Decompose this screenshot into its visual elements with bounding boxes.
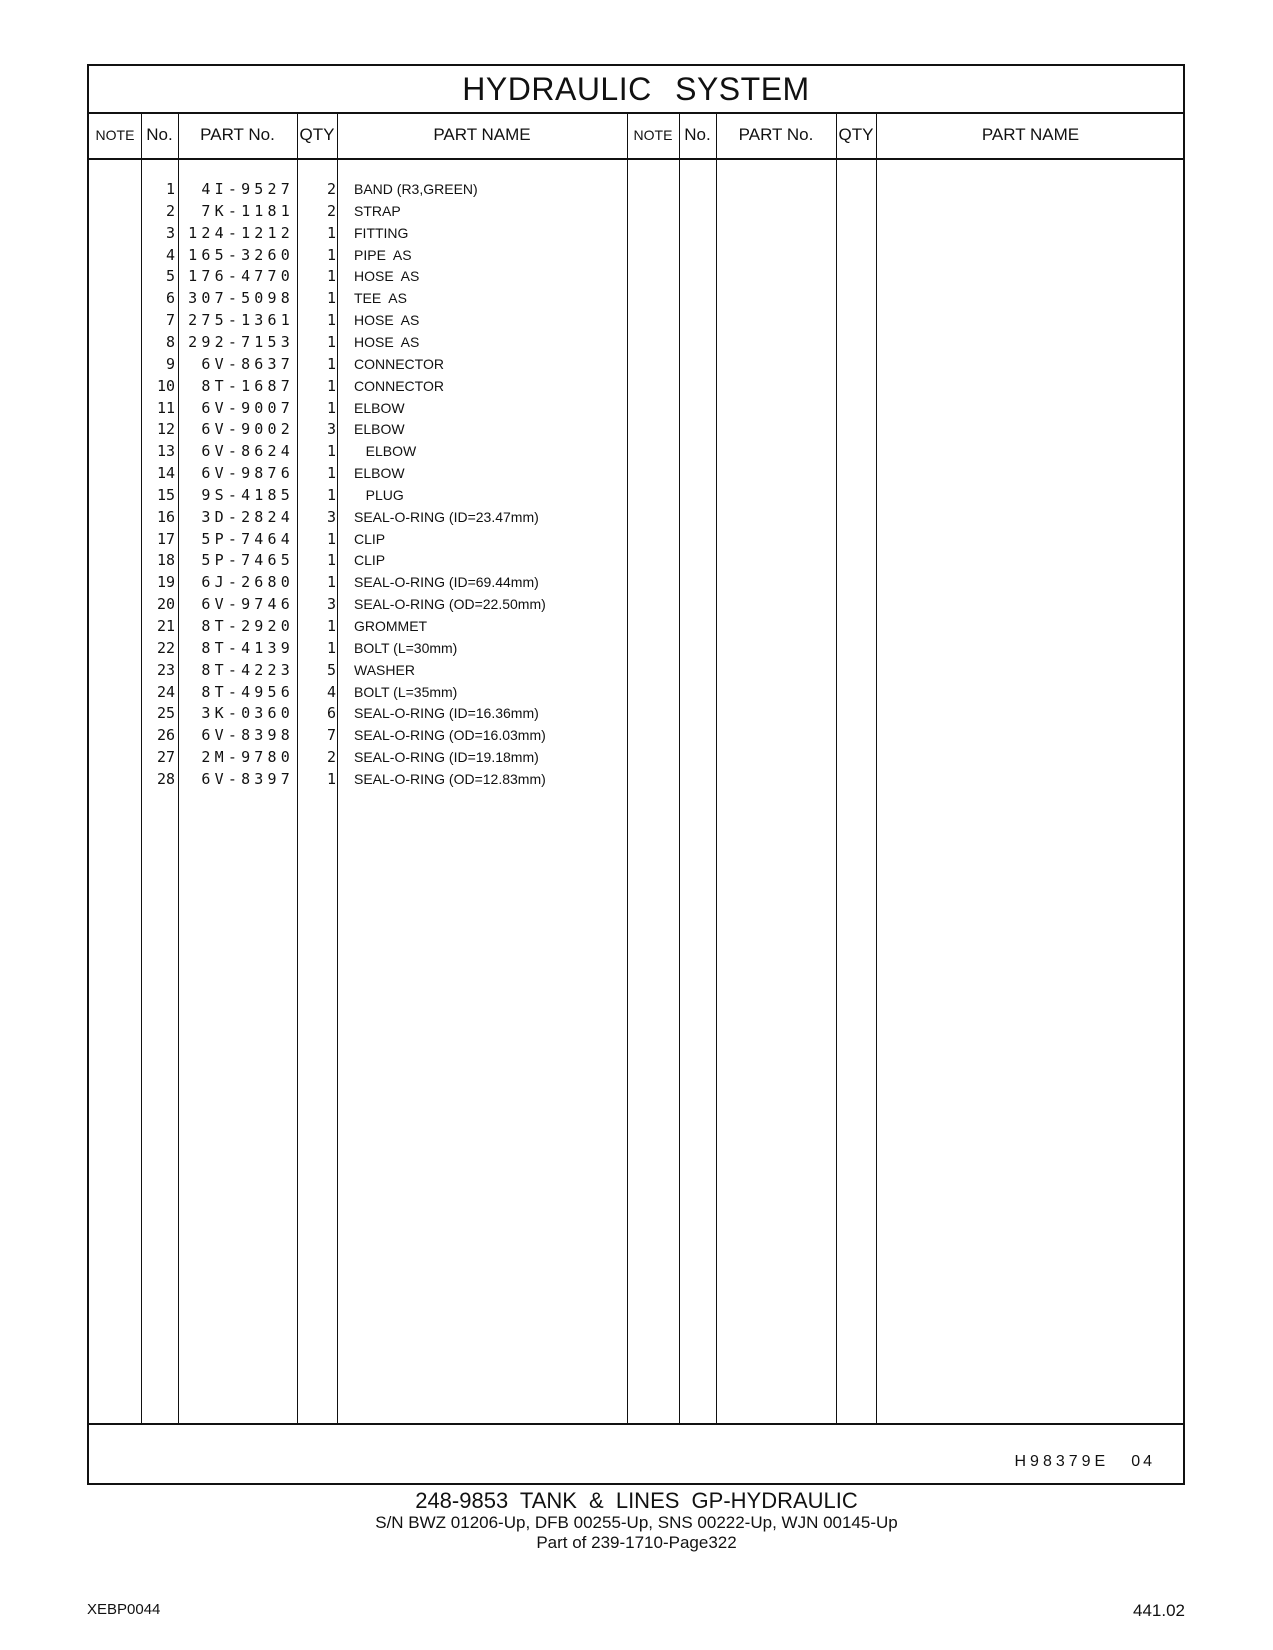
table-row	[89, 375, 1089, 398]
group-title: 248-9853 TANK & LINES GP-HYDRAULIC	[415, 1488, 858, 1513]
part-number: 6J-2680	[201, 573, 294, 592]
header-no-left: No.	[146, 125, 173, 144]
quantity: 1	[326, 442, 336, 461]
item-number: 25	[156, 704, 175, 723]
table-row	[89, 265, 1089, 288]
header-qty-right: QTY	[838, 125, 874, 144]
illustration-code	[1014, 1453, 1155, 1471]
part-number: 5P-7465	[201, 551, 294, 570]
item-number: 14	[156, 464, 175, 483]
part-name: PIPE AS	[354, 246, 412, 263]
part-name: SEAL-O-RING (OD=12.83mm)	[354, 770, 546, 787]
table-row	[89, 178, 1089, 201]
quantity: 1	[326, 529, 336, 548]
quantity: 1	[326, 485, 336, 504]
table-row	[89, 484, 1089, 507]
part-name: WASHER	[354, 661, 415, 678]
part-name: SEAL-O-RING (ID=16.36mm)	[354, 705, 539, 722]
item-number: 7	[165, 311, 175, 330]
item-number: 3	[165, 223, 175, 242]
table-row	[89, 528, 1089, 551]
item-number: 21	[156, 617, 175, 635]
quantity: 1	[326, 332, 336, 351]
item-number: 26	[156, 726, 175, 745]
item-number: 24	[156, 682, 175, 701]
part-name: GROMMET	[354, 618, 428, 634]
quantity: 1	[326, 376, 336, 395]
item-number: 22	[156, 638, 175, 657]
part-number: 8T-4139	[201, 638, 294, 657]
quantity: 1	[326, 398, 336, 417]
table-row	[89, 462, 1089, 485]
item-number: 9	[165, 354, 175, 373]
item-number: 10	[156, 376, 175, 395]
header-qty-left: QTY	[299, 125, 335, 144]
part-number: 292-7153	[188, 332, 294, 351]
part-number: 176-4770	[188, 267, 294, 286]
quantity: 3	[326, 507, 336, 526]
part-number: 6V-9746	[201, 595, 294, 614]
part-number: 8T-1687	[201, 376, 294, 395]
part-name: SEAL-O-RING (OD=16.03mm)	[354, 727, 546, 744]
quantity: 6	[326, 704, 336, 723]
quantity: 1	[326, 223, 336, 242]
item-number: 19	[156, 573, 175, 592]
item-number: 20	[156, 595, 175, 614]
header-no-right: No.	[684, 125, 711, 144]
table-row	[89, 244, 1089, 267]
quantity: 3	[326, 595, 336, 614]
item-number: 17	[156, 529, 175, 548]
table-title	[89, 66, 1183, 114]
part-number: 2M-9780	[201, 748, 294, 767]
part-number: 8T-4223	[201, 660, 294, 679]
quantity: 7	[326, 726, 336, 745]
item-number: 18	[156, 551, 175, 570]
item-number: 5	[165, 267, 175, 286]
part-number: 275-1361	[188, 311, 294, 330]
part-number: 9S-4185	[201, 485, 294, 504]
table-row	[89, 506, 1089, 529]
part-name: SEAL-O-RING (ID=19.18mm)	[354, 749, 539, 766]
parts-table	[87, 64, 1185, 1485]
part-name: SEAL-O-RING (OD=22.50mm)	[354, 596, 546, 613]
item-number: 8	[165, 332, 175, 351]
table-row	[89, 724, 1089, 747]
table-row	[89, 637, 1089, 660]
part-name: ELBOW	[354, 443, 417, 460]
table-row	[89, 309, 1089, 332]
quantity: 1	[326, 638, 336, 657]
table-row	[89, 615, 1089, 638]
part-number: 6V-8624	[201, 442, 294, 461]
part-name: SEAL-O-RING (ID=69.44mm)	[354, 574, 539, 591]
part-number: 3K-0360	[201, 704, 294, 723]
item-number: 11	[156, 398, 175, 417]
table-row	[89, 746, 1089, 769]
table-header	[89, 112, 1183, 160]
table-row	[89, 681, 1089, 704]
quantity: 3	[326, 420, 336, 439]
part-of-reference: Part of 239-1710-Page322	[536, 1533, 737, 1552]
quantity: 1	[326, 245, 336, 264]
header-note-right: NOTE	[633, 127, 673, 143]
page-number: 441.02	[1133, 1601, 1185, 1620]
part-name: HOSE AS	[354, 333, 420, 350]
header-part-name-right: PART NAME	[981, 125, 1080, 144]
part-number: 165-3260	[188, 245, 294, 264]
part-name: BOLT (L=35mm)	[354, 683, 458, 700]
quantity: 2	[326, 748, 336, 767]
part-number: 6V-8637	[201, 354, 294, 373]
part-name: ELBOW	[354, 399, 405, 416]
table-row	[89, 702, 1089, 725]
part-number: 8T-2920	[201, 617, 294, 635]
table-row	[89, 222, 1089, 245]
item-number: 13	[156, 442, 175, 461]
quantity: 1	[326, 289, 336, 308]
item-number: 2	[165, 201, 175, 220]
part-number: 124-1212	[188, 223, 294, 242]
part-name: FITTING	[354, 224, 409, 241]
quantity: 5	[326, 660, 336, 679]
part-number: 4I-9527	[201, 180, 294, 198]
quantity: 1	[326, 464, 336, 483]
part-name: ELBOW	[354, 421, 405, 438]
part-name: HOSE AS	[354, 268, 420, 285]
table-row	[89, 659, 1089, 682]
table-row	[89, 353, 1089, 376]
item-number: 12	[156, 420, 175, 439]
part-number: 6V-9876	[201, 464, 294, 483]
item-number: 27	[156, 748, 175, 767]
part-name: ELBOW	[354, 465, 405, 482]
table-row	[89, 571, 1089, 594]
header-part-no-left: PART No.	[200, 125, 275, 144]
quantity: 4	[326, 682, 336, 701]
quantity: 1	[326, 573, 336, 592]
table-row	[89, 593, 1089, 616]
part-name: CLIP	[354, 530, 386, 547]
quantity: 2	[326, 201, 336, 220]
quantity: 2	[326, 180, 336, 198]
part-number: 307-5098	[188, 289, 294, 308]
table-title-text: HYDRAULIC SYSTEM	[462, 71, 810, 107]
part-number: 8T-4956	[201, 682, 294, 701]
header-part-no-right: PART No.	[738, 125, 814, 144]
quantity: 1	[326, 354, 336, 373]
table-row	[89, 418, 1089, 441]
part-name: STRAP	[354, 202, 401, 219]
part-name: BAND (R3,GREEN)	[354, 181, 478, 197]
quantity: 1	[326, 267, 336, 286]
part-number: 6V-8398	[201, 726, 294, 745]
part-number: 5P-7464	[201, 529, 294, 548]
part-name: CLIP	[354, 552, 386, 569]
table-row	[89, 768, 1089, 791]
table-row	[89, 440, 1089, 463]
table-row	[89, 331, 1089, 354]
item-number: 4	[165, 245, 175, 264]
part-name: SEAL-O-RING (ID=23.47mm)	[354, 508, 539, 525]
serial-numbers: S/N BWZ 01206-Up, DFB 00255-Up, SNS 00222-Up, WJN 00145-Up	[375, 1513, 898, 1532]
part-number: 6V-8397	[201, 769, 294, 788]
table-row	[89, 397, 1089, 420]
part-number: 6V-9007	[201, 398, 294, 417]
part-number: 3D-2824	[201, 507, 294, 526]
item-number: 16	[156, 507, 175, 526]
part-name: CONNECTOR	[354, 355, 444, 372]
part-name: TEE AS	[354, 290, 407, 307]
part-number: 6V-9002	[201, 420, 294, 439]
part-name: PLUG	[354, 486, 404, 503]
table-row	[89, 549, 1089, 572]
table-row	[89, 287, 1089, 310]
document-id: XEBP0044	[87, 1601, 161, 1618]
part-number: 7K-1181	[201, 201, 294, 220]
quantity: 1	[326, 311, 336, 330]
table-bottom-rule	[89, 1423, 1183, 1425]
item-number: 15	[156, 485, 175, 504]
header-note-left: NOTE	[95, 127, 135, 143]
header-part-name-left: PART NAME	[433, 125, 531, 144]
part-name: HOSE AS	[354, 312, 420, 329]
quantity: 1	[326, 769, 336, 788]
item-number: 6	[165, 289, 175, 308]
quantity: 1	[326, 551, 336, 570]
part-name: BOLT (L=30mm)	[354, 639, 458, 656]
table-row	[89, 200, 1089, 223]
illustration-revision: 04	[1131, 1453, 1155, 1470]
part-name: CONNECTOR	[354, 377, 444, 394]
illustration-code-text: H98379E	[1014, 1453, 1110, 1470]
item-number: 28	[156, 769, 175, 788]
item-number: 1	[165, 180, 175, 198]
item-number: 23	[156, 660, 175, 679]
quantity: 1	[326, 617, 336, 635]
